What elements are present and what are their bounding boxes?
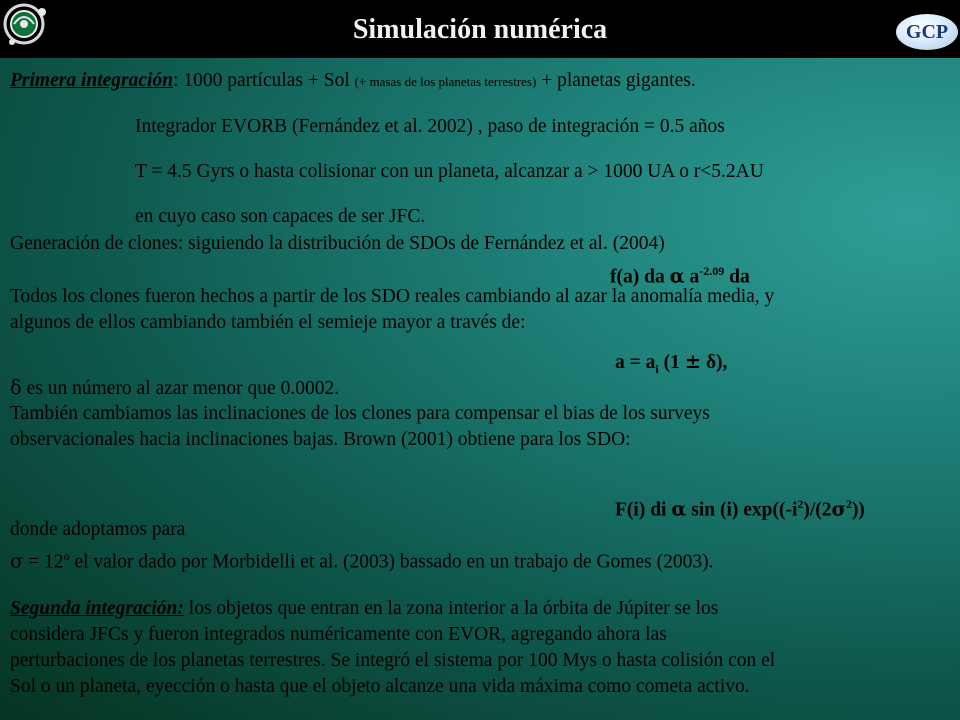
inclinaciones-text-2: observacionales hacia inclinaciones bajas. Brown (2001) obtiene para los SDO:	[10, 429, 631, 450]
integrador-line: Integrador EVORB (Fernández et al. 2002) , paso de integración = 0.5 años	[135, 116, 725, 137]
page-title: Simulación numérica	[352, 14, 608, 45]
primera-integracion-heading: Primera integración	[10, 70, 174, 91]
segunda-integracion-heading: Segunda integración:	[10, 598, 184, 619]
clones-text-2: algunos de ellos cambiando también el semieje mayor a través de:	[10, 312, 526, 333]
formula-a: $a = a_i$ (1 ± δ),	[615, 350, 728, 376]
adoptamos-line: donde adoptamos para	[10, 519, 186, 540]
sigma-line: $\sigma = 12^o$ el valor dado por Morbidelli et al. (2003) bassado en un trabajo de Gomes (2003).	[10, 549, 714, 573]
header-bar	[0, 0, 960, 58]
segunda-text-3: perturbaciones de los planetas terrestres. Se integró el sistema por 100 Mys o hasta colisión con el	[10, 650, 776, 671]
primera-integracion-line: Primera integración: 1000 partículas + Sol (+ masas de los planetas terrestres) + planetas gigantes.	[10, 70, 696, 91]
segunda-text-2: considera JFCs y fueron integrados numéricamente con EVOR, agregando ahora las	[10, 624, 667, 645]
formula-fa: f(a) da α $a^{-2.09}$ da	[610, 264, 750, 288]
formula-fi: F(i) di α sin (i) $\exp((-i^2)/(2\sigma^2))$	[615, 497, 865, 521]
segunda-integracion-line: Segunda integración: los objetos que entran en la zona interior a la órbita de Júpiter se los	[10, 598, 719, 619]
gcp-badge: GCP	[896, 14, 958, 50]
clones-text-1: Todos los clones fueron hechos a partir de los SDO reales cambiando al azar la anomalía media, y	[10, 286, 775, 307]
tiempo-line: T = 4.5 Gyrs o hasta colisionar con un planeta, alcanzar a > 1000 UA o r<5.2AU	[135, 161, 764, 182]
delta-line: δ es un número al azar menor que 0.0002.	[10, 376, 340, 399]
jfc-condition-line: en cuyo caso son capaces de ser JFC.	[135, 206, 426, 227]
clones-line: Generación de clones: siguiendo la distribución de SDOs de Fernández et al. (2004)	[10, 233, 665, 254]
inclinaciones-text-1: También cambiamos las inclinaciones de los clones para compensar el bias de los surveys	[10, 403, 710, 424]
segunda-text-4: Sol o un planeta, eyección o hasta que el objeto alcanze una vida máxima como cometa activo.	[10, 676, 750, 697]
